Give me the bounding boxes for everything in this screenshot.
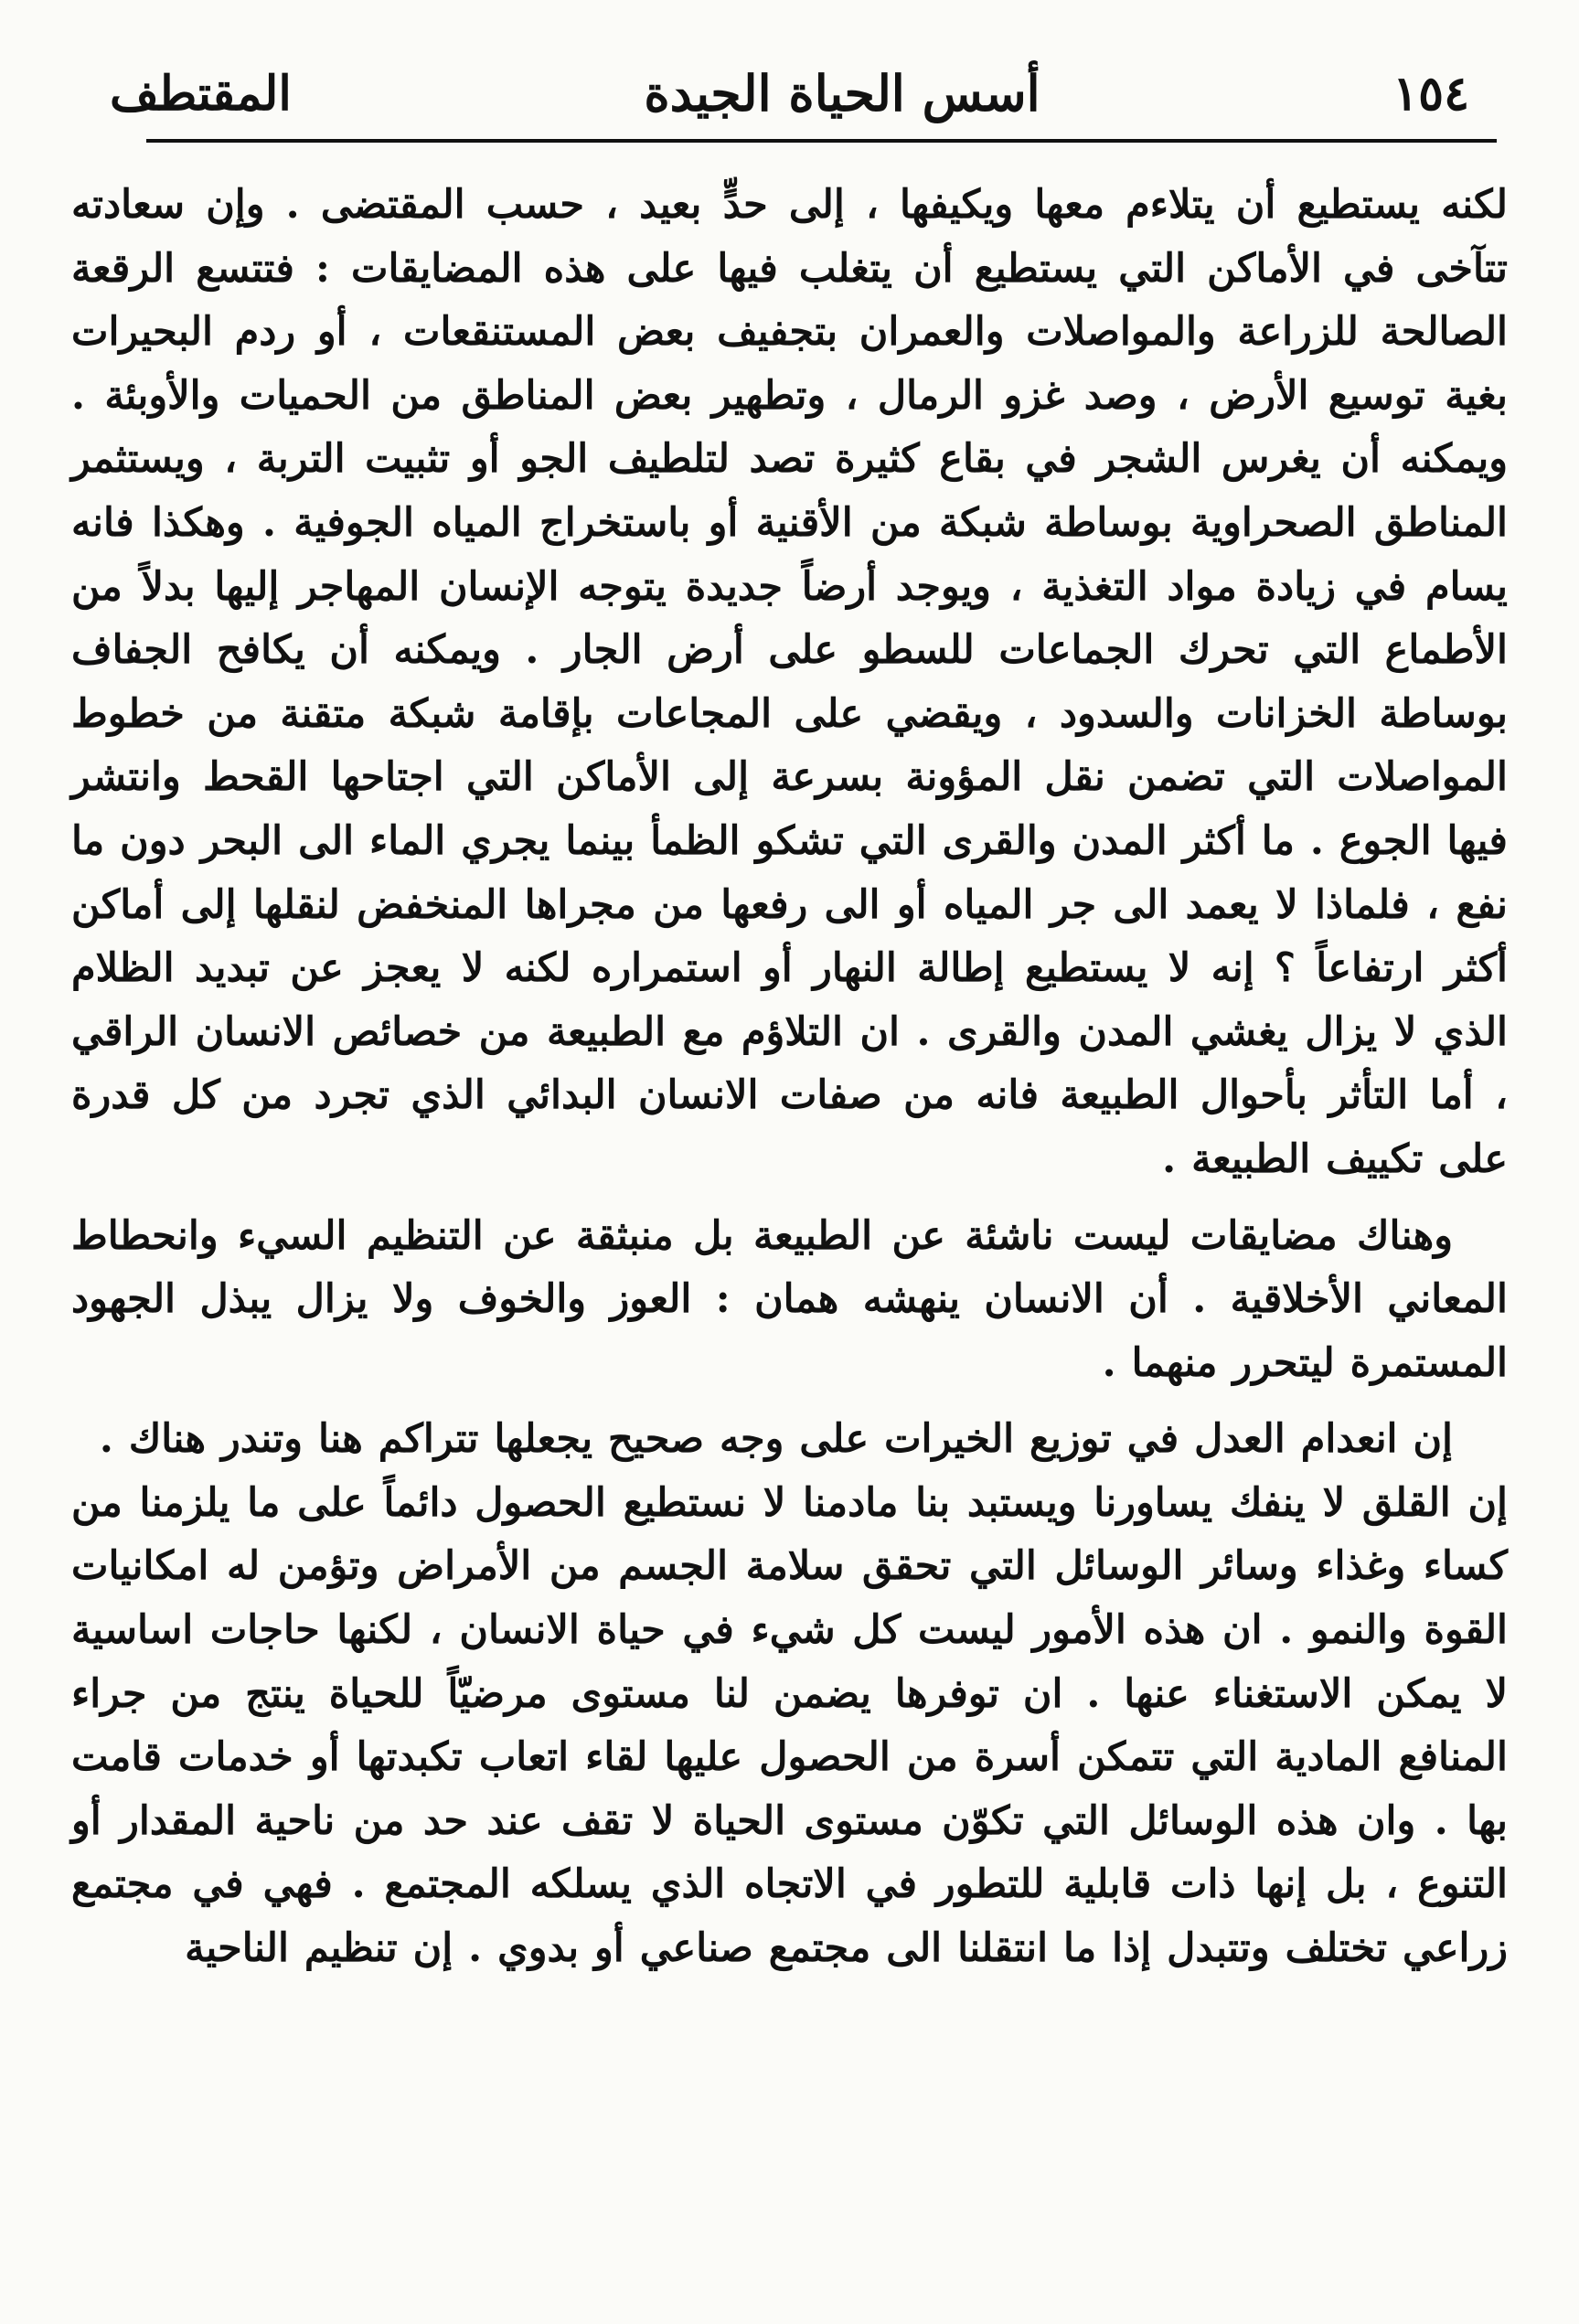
paragraph: وهناك مضايقات ليست ناشئة عن الطبيعة بل منبثقة عن التنظيم السيء وانحطاط المعاني الأخلاقية . أن الانسان ينهشه همان : العوز والخوف ولا يزال يبذل الجهود المستمرة ليتحرر منهما . (71, 1212, 1508, 1386)
page-header (110, 57, 1469, 130)
page-number: ١٥٤ (1392, 65, 1469, 122)
page-body (71, 174, 1508, 1981)
journal-name: المقتطف (110, 65, 292, 122)
paragraph: لكنه يستطيع أن يتلاءم معها ويكيفها ، إلى حدٍّ بعيد ، حسب المقتضى . وإن سعادته تتآخى في الأماكن التي يستطيع أن يتغلب فيها على هذه المضايقات : فتتسع الرقعة الصالحة للزراعة والمواصلات والعمران بتجفيف بعض المستنقعات ، أو ردم البحيرات بغية توسيع الأرض ، وصد غزو الرمال ، وتطهير بعض المناطق من الحميات والأوبئة . ويمكنه أن يغرس الشجر في بقاع كثيرة تصد لتلطيف الجو أو تثبيت التربة ، ويستثمر المناطق الصحراوية بوساطة شبكة من الأقنية أو باستخراج المياه الجوفية . وهكذا فانه يسام في زيادة مواد التغذية ، ويوجد أرضاً جديدة يتوجه الإنسان المهاجر إليها بدلاً من الأطماع التي تحرك الجماعات للسطو على أرض الجار . ويمكنه أن يكافح الجفاف بوساطة الخزانات والسدود ، ويقضي على المجاعات بإقامة شبكة متقنة من خطوط المواصلات التي تضمن نقل المؤونة بسرعة إلى الأماكن التي اجتاحها القحط وانتشر فيها الجوع . ما أكثر المدن والقرى التي تشكو الظمأ بينما يجري الماء الى البحر دون ما نفع ، فلماذا لا يعمد الى جر المياه أو الى رفعها من مجراها المنخفض لنقلها إلى أماكن أكثر ارتفاعاً ؟ إنه لا يستطيع إطالة النهار أو استمراره لكنه لا يعجز عن تبديد الظلام الذي لا يزال يغشي المدن والقرى . ان التلاؤم مع الطبيعة من خصائص الانسان الراقي ، أما التأثر بأحوال الطبيعة فانه من صفات الانسان البدائي الذي تجرد من كل قدرة على تكييف الطبيعة . (71, 182, 1508, 1182)
paragraph: إن القلق لا ينفك يساورنا ويستبد بنا مادمنا لا نستطيع الحصول دائماً على ما يلزمنا من كساء وغذاء وسائر الوسائل التي تحقق سلامة الجسم من الأمراض وتؤمن له امكانيات القوة والنمو . ان هذه الأمور ليست كل شيء في حياة الانسان ، لكنها حاجات اساسية لا يمكن الاستغناء عنها . ان توفرها يضمن لنا مستوى مرضيّاً للحياة ينتج من جراء المنافع المادية التي تتمكن أسرة من الحصول عليها لقاء اتعاب تكبدتها أو خدمات قامت بها . وان هذه الوسائل التي تكوّن مستوى الحياة لا تقف عند حد من ناحية المقدار أو التنوع ، بل إنها ذات قابلية للتطور في الاتجاه الذي يسلكه المجتمع . فهي في مجتمع زراعي تختلف وتتبدل إذا ما انتقلنا الى مجتمع صناعي أو بدوي . إن تنظيم الناحية (71, 1479, 1508, 1972)
running-title: أسس الحياة الجيدة (644, 64, 1040, 123)
paragraph: إن انعدام العدل في توزيع الخيرات على وجه صحيح يجعلها تتراكم هنا وتندر هناك . (99, 1416, 1453, 1463)
header-rule (146, 139, 1497, 143)
